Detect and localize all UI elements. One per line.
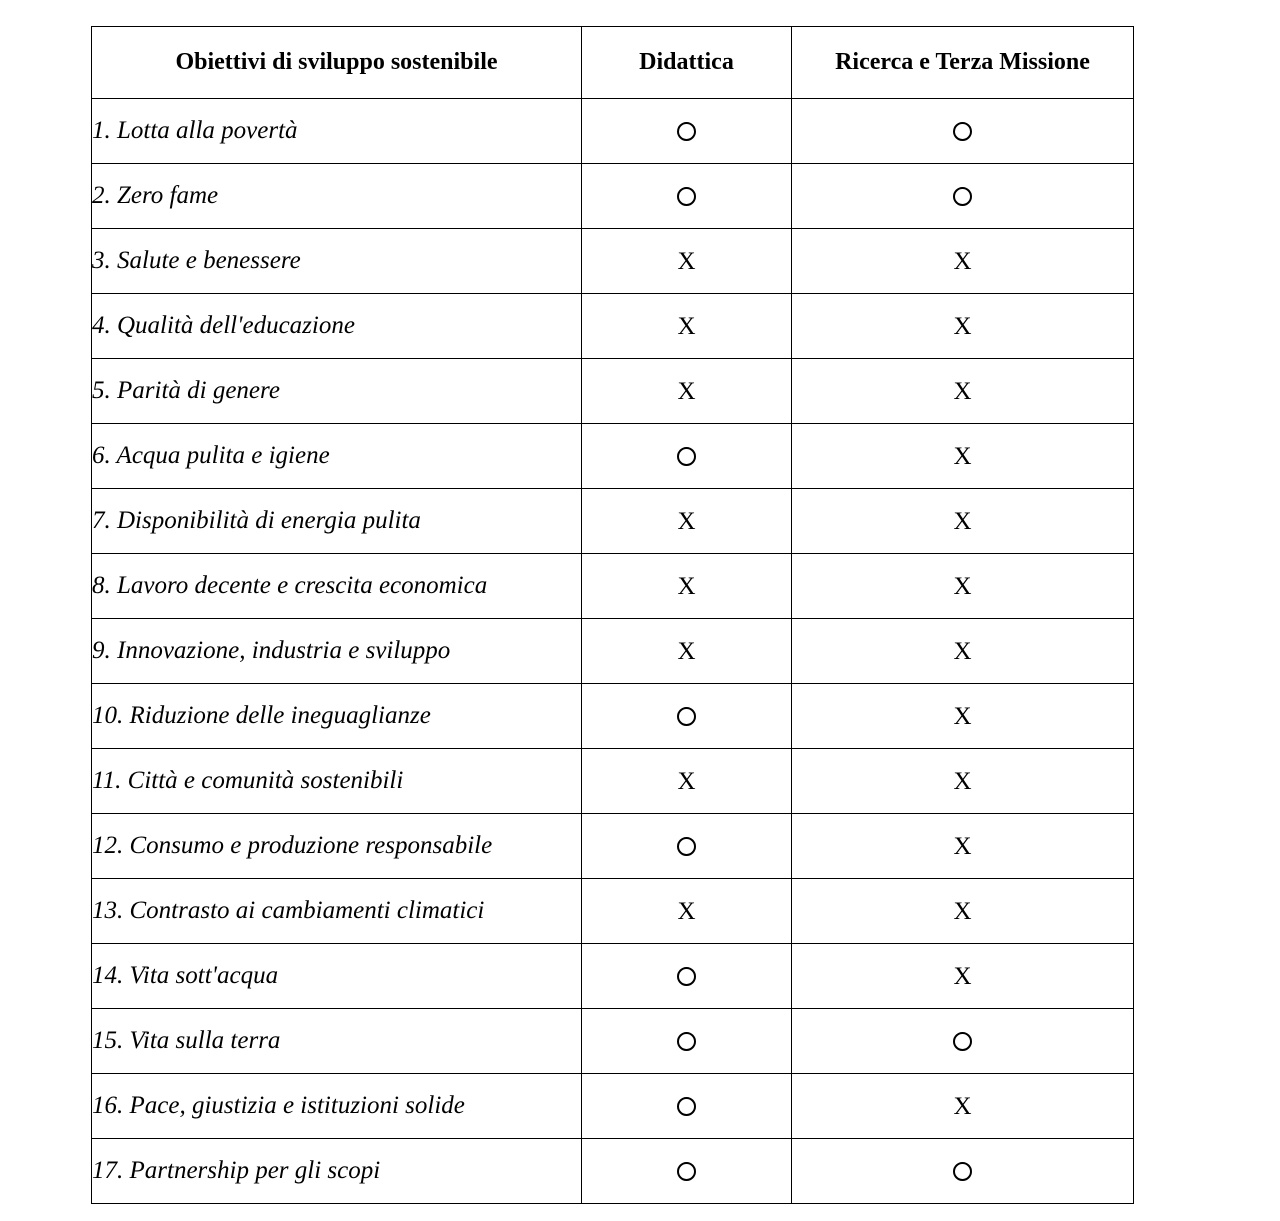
table-row	[92, 1074, 1134, 1139]
x-mark: X	[953, 507, 972, 535]
goal-cell: 17. Partnership per gli scopi	[92, 1139, 582, 1204]
didattica-cell	[582, 684, 792, 749]
header-goals: Obiettivi di sviluppo sostenibile	[92, 27, 582, 99]
didattica-cell	[582, 294, 792, 359]
x-mark: X	[677, 767, 696, 795]
didattica-cell	[582, 1009, 792, 1074]
goal-cell: 12. Consumo e produzione responsabile	[92, 814, 582, 879]
ricerca-cell	[792, 99, 1134, 164]
goal-cell: 5. Parità di genere	[92, 359, 582, 424]
x-mark: X	[677, 897, 696, 925]
x-mark: X	[677, 507, 696, 535]
table-row	[92, 879, 1134, 944]
didattica-cell	[582, 1074, 792, 1139]
circle-mark-icon	[677, 187, 696, 206]
ricerca-cell	[792, 619, 1134, 684]
goal-cell: 9. Innovazione, industria e sviluppo	[92, 619, 582, 684]
table-row	[92, 814, 1134, 879]
ricerca-cell	[792, 359, 1134, 424]
didattica-cell	[582, 749, 792, 814]
ricerca-cell	[792, 879, 1134, 944]
table-row	[92, 229, 1134, 294]
circle-mark-icon	[677, 122, 696, 141]
didattica-cell	[582, 424, 792, 489]
table-row	[92, 489, 1134, 554]
x-mark: X	[953, 832, 972, 860]
goal-cell: 14. Vita sott'acqua	[92, 944, 582, 1009]
goal-cell: 15. Vita sulla terra	[92, 1009, 582, 1074]
ricerca-cell	[792, 684, 1134, 749]
header-row	[92, 27, 1134, 99]
circle-mark-icon	[677, 1162, 696, 1181]
goal-cell: 3. Salute e benessere	[92, 229, 582, 294]
circle-mark-icon	[677, 967, 696, 986]
circle-mark-icon	[677, 447, 696, 466]
table-row	[92, 684, 1134, 749]
circle-mark-icon	[953, 1032, 972, 1051]
circle-mark-icon	[953, 1162, 972, 1181]
didattica-cell	[582, 619, 792, 684]
x-mark: X	[953, 572, 972, 600]
goal-cell: 16. Pace, giustizia e istituzioni solide	[92, 1074, 582, 1139]
table-row	[92, 554, 1134, 619]
didattica-cell	[582, 99, 792, 164]
x-mark: X	[953, 442, 972, 470]
goal-cell: 7. Disponibilità di energia pulita	[92, 489, 582, 554]
circle-mark-icon	[677, 837, 696, 856]
ricerca-cell	[792, 1009, 1134, 1074]
sdg-table	[91, 26, 1134, 1204]
table-row	[92, 294, 1134, 359]
circle-mark-icon	[677, 1032, 696, 1051]
didattica-cell	[582, 164, 792, 229]
table-row	[92, 164, 1134, 229]
x-mark: X	[677, 377, 696, 405]
ricerca-cell	[792, 164, 1134, 229]
x-mark: X	[677, 637, 696, 665]
table-row	[92, 359, 1134, 424]
table-row	[92, 99, 1134, 164]
goal-cell: 4. Qualità dell'educazione	[92, 294, 582, 359]
goal-cell: 2. Zero fame	[92, 164, 582, 229]
goal-cell: 1. Lotta alla povertà	[92, 99, 582, 164]
ricerca-cell	[792, 554, 1134, 619]
didattica-cell	[582, 944, 792, 1009]
circle-mark-icon	[953, 187, 972, 206]
x-mark: X	[953, 312, 972, 340]
ricerca-cell	[792, 749, 1134, 814]
ricerca-cell	[792, 944, 1134, 1009]
didattica-cell	[582, 879, 792, 944]
x-mark: X	[953, 247, 972, 275]
x-mark: X	[953, 767, 972, 795]
didattica-cell	[582, 814, 792, 879]
x-mark: X	[677, 247, 696, 275]
didattica-cell	[582, 489, 792, 554]
header-ricerca: Ricerca e Terza Missione	[792, 27, 1134, 99]
circle-mark-icon	[677, 1097, 696, 1116]
goal-cell: 8. Lavoro decente e crescita economica	[92, 554, 582, 619]
circle-mark-icon	[677, 707, 696, 726]
goal-cell: 6. Acqua pulita e igiene	[92, 424, 582, 489]
table-row	[92, 944, 1134, 1009]
x-mark: X	[953, 377, 972, 405]
table-body	[92, 99, 1134, 1204]
ricerca-cell	[792, 294, 1134, 359]
didattica-cell	[582, 1139, 792, 1204]
header-didattica: Didattica	[582, 27, 792, 99]
ricerca-cell	[792, 489, 1134, 554]
table-row	[92, 1009, 1134, 1074]
ricerca-cell	[792, 1074, 1134, 1139]
ricerca-cell	[792, 424, 1134, 489]
didattica-cell	[582, 359, 792, 424]
x-mark: X	[677, 572, 696, 600]
x-mark: X	[677, 312, 696, 340]
x-mark: X	[953, 1092, 972, 1120]
table-row	[92, 619, 1134, 684]
table-row	[92, 424, 1134, 489]
ricerca-cell	[792, 229, 1134, 294]
goal-cell: 11. Città e comunità sostenibili	[92, 749, 582, 814]
table-row	[92, 749, 1134, 814]
table-header	[92, 27, 1134, 99]
goal-cell: 10. Riduzione delle ineguaglianze	[92, 684, 582, 749]
x-mark: X	[953, 702, 972, 730]
x-mark: X	[953, 962, 972, 990]
ricerca-cell	[792, 1139, 1134, 1204]
didattica-cell	[582, 554, 792, 619]
x-mark: X	[953, 897, 972, 925]
didattica-cell	[582, 229, 792, 294]
ricerca-cell	[792, 814, 1134, 879]
goal-cell: 13. Contrasto ai cambiamenti climatici	[92, 879, 582, 944]
circle-mark-icon	[953, 122, 972, 141]
table-row	[92, 1139, 1134, 1204]
x-mark: X	[953, 637, 972, 665]
